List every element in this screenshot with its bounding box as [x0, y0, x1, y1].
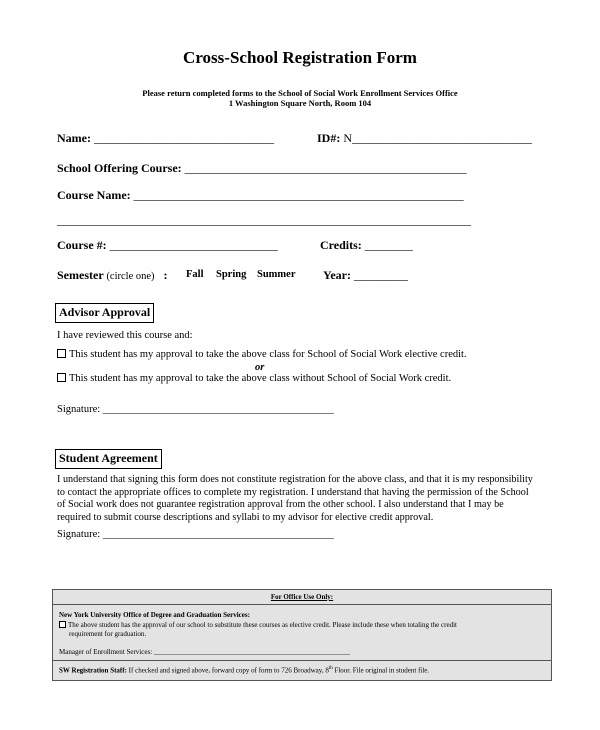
course-number-field[interactable]: ____________________________	[109, 238, 278, 252]
semester-hint: (circle one)	[106, 271, 155, 282]
semester-fall[interactable]: Fall	[186, 269, 204, 280]
agreement-line-3: of Social work does not guarantee registration approval from the other school. I also understand that I may be	[57, 499, 504, 511]
option-2-checkbox[interactable]	[57, 373, 66, 382]
course-number-row	[57, 238, 278, 253]
agreement-line-4: required to submit course descriptions and syllabi to my advisor for elective credit approval.	[57, 511, 434, 523]
course-name-field-line2[interactable]: _____________________________________________________________________	[57, 213, 471, 227]
credits-row	[320, 238, 413, 253]
credits-field[interactable]: ________	[364, 238, 413, 252]
year-row	[323, 268, 408, 283]
manager-signature-field[interactable]: ________________________________________________________	[153, 648, 350, 656]
name-row	[57, 131, 274, 146]
staff-text-a: If checked and signed above, forward copy of form to 726 Broadway, 8	[128, 666, 329, 675]
or-separator: or	[255, 362, 265, 373]
staff-text-b: Floor. File original in student file.	[334, 666, 430, 675]
year-label: Year:	[323, 268, 351, 282]
semester-label: Semester	[57, 268, 104, 282]
credits-label: Credits:	[320, 238, 362, 252]
return-instructions: Please return completed forms to the School of Social Work Enrollment Services Office	[142, 88, 458, 98]
student-signature-field[interactable]: ____________________________________________	[102, 529, 334, 540]
student-agreement-heading: Student Agreement	[55, 449, 162, 469]
course-number-label: Course #:	[57, 238, 107, 252]
advisor-signature-field[interactable]: ____________________________________________	[102, 404, 334, 415]
advisor-approval-heading: Advisor Approval	[55, 303, 154, 323]
office-divider-2	[53, 660, 551, 661]
advisor-intro: I have reviewed this course and:	[57, 330, 193, 341]
name-field[interactable]: ______________________________	[93, 131, 274, 145]
manager-row	[59, 648, 350, 656]
school-label: School Offering Course:	[57, 161, 182, 175]
agreement-line-2: to contact the appropriate offices to complete my registration. I understand that having the permission of the School	[57, 486, 529, 498]
student-agreement-text	[57, 474, 557, 524]
id-field[interactable]: N______________________________	[343, 131, 533, 145]
year-field[interactable]: _________	[353, 268, 408, 282]
student-signature-label: Signature:	[57, 529, 101, 540]
advisor-signature-label: Signature:	[57, 404, 101, 415]
nyu-approval-row	[59, 621, 457, 629]
course-name-field[interactable]: _______________________________________________________	[133, 188, 464, 202]
staff-label: SW Registration Staff:	[59, 666, 127, 675]
staff-row	[59, 666, 429, 674]
student-signature-row	[57, 529, 334, 540]
agreement-line-1: I understand that signing this form does not constitute registration for the above class, and that it is my responsibility	[57, 474, 533, 485]
office-divider-1	[53, 604, 551, 605]
form-title: Cross-School Registration Form	[183, 48, 417, 67]
id-row	[317, 131, 532, 146]
name-label: Name:	[57, 131, 91, 145]
nyu-office-label: New York University Office of Degree and Graduation Services:	[59, 611, 250, 619]
semester-summer[interactable]: Summer	[257, 269, 296, 280]
semester-colon: :	[163, 268, 168, 282]
advisor-option-1	[57, 349, 467, 360]
office-use-box	[52, 589, 552, 681]
nyu-approval-text-2: requirement for graduation.	[69, 630, 147, 638]
school-field[interactable]: _______________________________________________	[184, 161, 467, 175]
option-1-text: This student has my approval to take the above class for School of Social Work elective credit.	[69, 349, 467, 360]
office-use-heading: For Office Use Only:	[270, 593, 334, 601]
manager-label: Manager of Enrollment Services:	[59, 648, 153, 656]
option-1-checkbox[interactable]	[57, 349, 66, 358]
nyu-approval-checkbox[interactable]	[59, 621, 66, 628]
staff-superscript: th	[328, 666, 333, 671]
course-name-row-2	[57, 213, 471, 228]
course-name-row	[57, 188, 464, 203]
nyu-approval-text: The above student has the approval of our school to substitute these courses as elective credit. Please include these when totaling the credit	[68, 621, 457, 629]
office-address: 1 Washington Square North, Room 104	[228, 98, 372, 108]
school-row	[57, 161, 467, 176]
id-label: ID#:	[317, 131, 341, 145]
advisor-option-2	[57, 373, 451, 384]
course-name-label: Course Name:	[57, 188, 131, 202]
semester-row	[57, 268, 168, 283]
advisor-signature-row	[57, 404, 334, 415]
semester-spring[interactable]: Spring	[216, 269, 247, 280]
option-2-text: This student has my approval to take the above class without School of Social Work credit.	[69, 373, 452, 384]
